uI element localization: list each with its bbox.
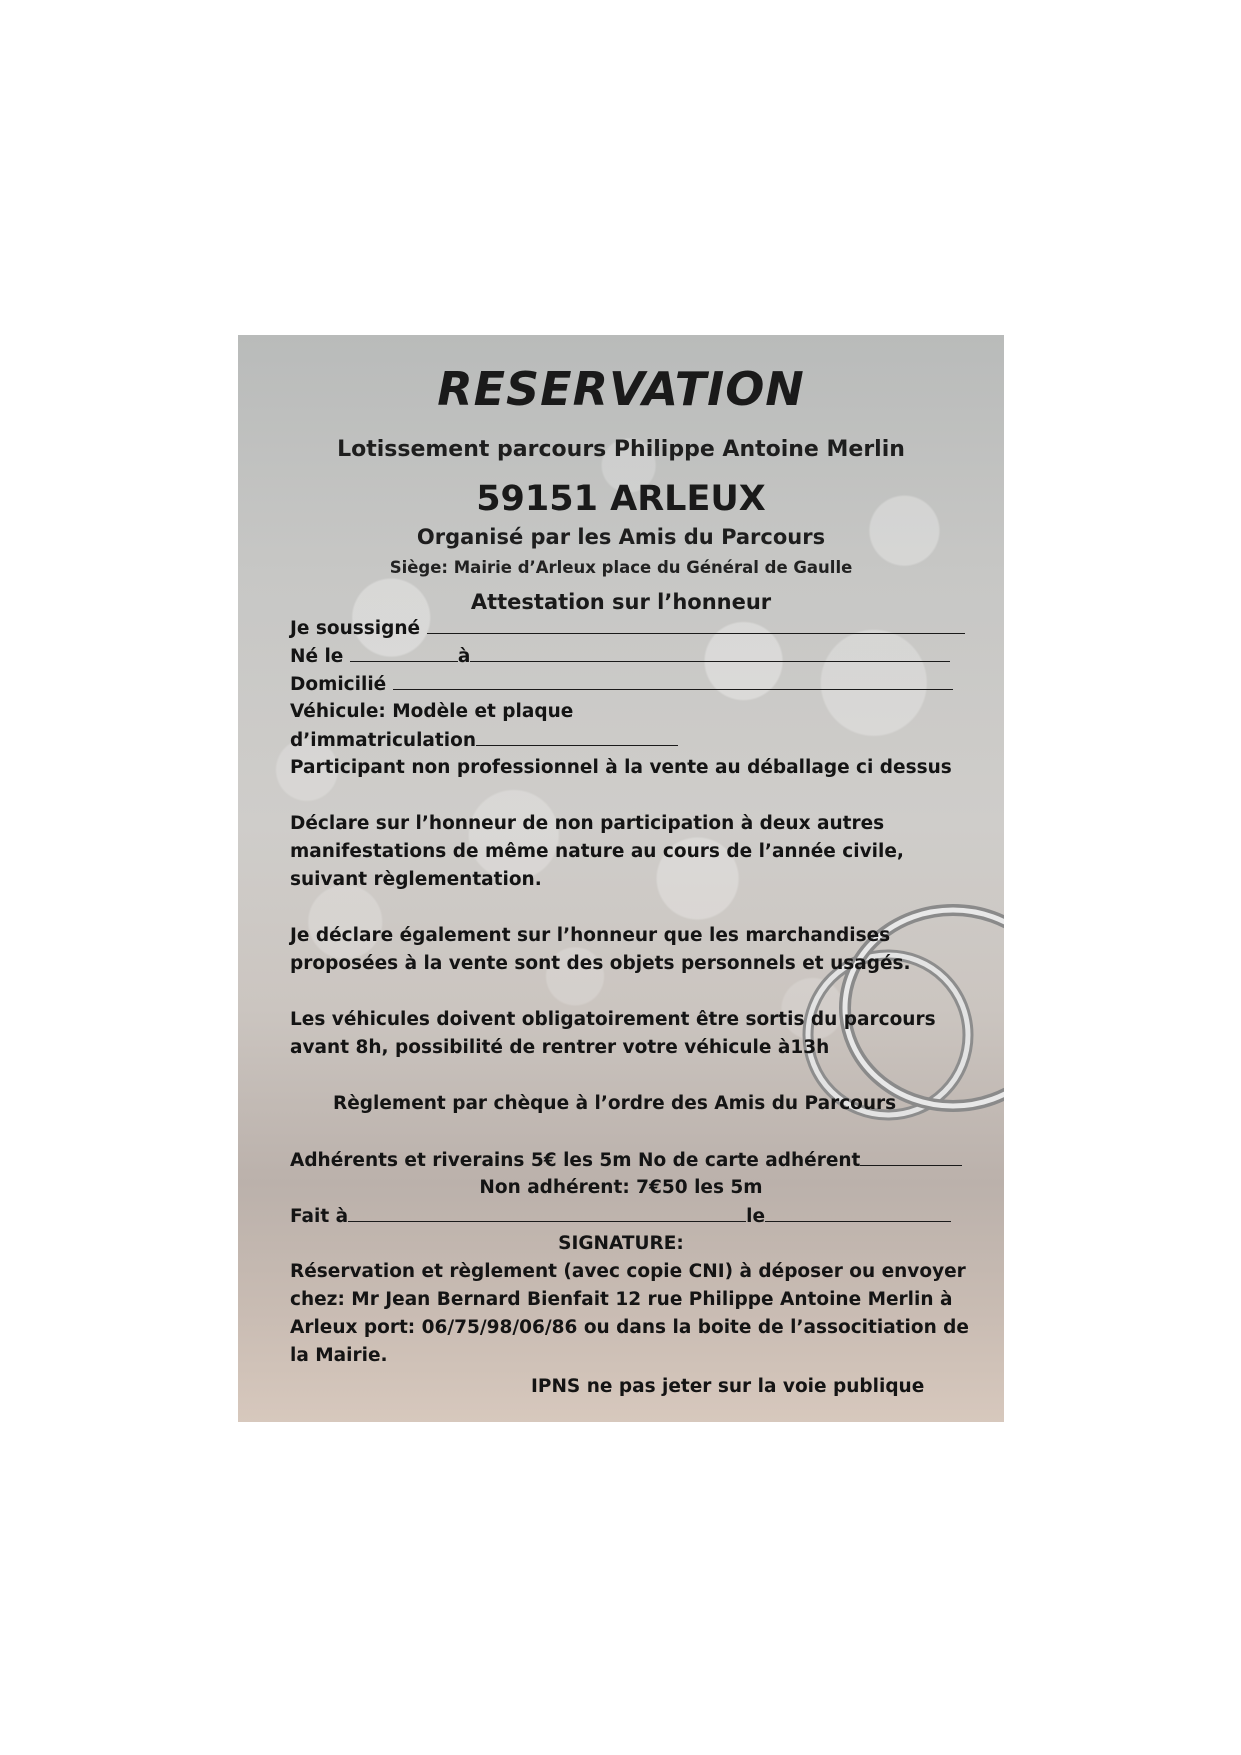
non-adherent-line: Non adhérent: 7€50 les 5m (479, 1177, 763, 1198)
soussigne-row (290, 617, 965, 639)
le-label: le (746, 1206, 766, 1227)
a-label: à (457, 646, 471, 667)
fait-a-label: Fait à (290, 1206, 349, 1227)
vehicules-line-2: avant 8h, possibilité de rentrer votre véhicule à13h (290, 1037, 830, 1058)
city-heading: 59151 ARLEUX (476, 479, 766, 519)
organizer-line: Organisé par les Amis du Parcours (416, 525, 826, 549)
date-field[interactable] (765, 1205, 951, 1222)
reservation-flyer (238, 335, 1004, 1422)
attestation-heading: Attestation sur l’honneur (470, 590, 772, 614)
ne-le-row (290, 645, 950, 667)
declare-line-1: Déclare sur l’honneur de non participation à deux autres (290, 813, 885, 834)
birth-date-field[interactable] (350, 645, 458, 662)
immatriculation-field[interactable] (476, 729, 678, 746)
declare-line-2: manifestations de même nature au cours de l’année civile, (290, 841, 904, 862)
subtitle: Lotissement parcours Philippe Antoine Merlin (337, 437, 905, 462)
fait-a-row (290, 1205, 951, 1227)
vehicule-label: Véhicule: Modèle et plaque (290, 701, 574, 722)
declare2-line-2: proposées à la vente sont des objets personnels et usagés. (290, 953, 911, 974)
fait-a-field[interactable] (348, 1205, 746, 1222)
siege-line: Siège: Mairie d’Arleux place du Général de Gaulle (389, 558, 853, 577)
immatriculation-row (290, 729, 678, 751)
domicilie-label: Domicilié (290, 674, 387, 695)
adherents-row (290, 1149, 962, 1171)
ipns-line: IPNS ne pas jeter sur la voie publique (531, 1376, 925, 1397)
signature-label: SIGNATURE: (558, 1233, 684, 1254)
immatriculation-label: d’immatriculation (290, 730, 476, 751)
carte-adherent-field[interactable] (860, 1149, 962, 1166)
declare-line-3: suivant règlementation. (290, 869, 542, 890)
domicilie-field[interactable] (393, 673, 953, 690)
flyer-title: RESERVATION (437, 362, 805, 416)
soussigne-field[interactable] (427, 617, 965, 634)
envoi-line-3: Arleux port: 06/75/98/06/86 ou dans la boite de l’associtiation de (290, 1317, 969, 1338)
envoi-line-1: Réservation et règlement (avec copie CNI) à déposer ou envoyer (290, 1261, 966, 1282)
declare2-line-1: Je déclare également sur l’honneur que les marchandises (290, 925, 891, 946)
domicilie-row (290, 673, 953, 695)
envoi-line-2: chez: Mr Jean Bernard Bienfait 12 rue Philippe Antoine Merlin à (290, 1289, 953, 1310)
ne-le-label: Né le (290, 646, 344, 667)
soussigne-label: Je soussigné (290, 618, 421, 639)
envoi-line-4: la Mairie. (290, 1345, 388, 1366)
birth-place-field[interactable] (470, 645, 950, 662)
vehicules-line-1: Les véhicules doivent obligatoirement être sortis du parcours (290, 1009, 936, 1030)
participant-line: Participant non professionnel à la vente au déballage ci dessus (290, 757, 952, 778)
adherents-label: Adhérents et riverains 5€ les 5m No de carte adhérent (290, 1150, 861, 1171)
reglement-line: Règlement par chèque à l’ordre des Amis du Parcours (333, 1093, 897, 1114)
